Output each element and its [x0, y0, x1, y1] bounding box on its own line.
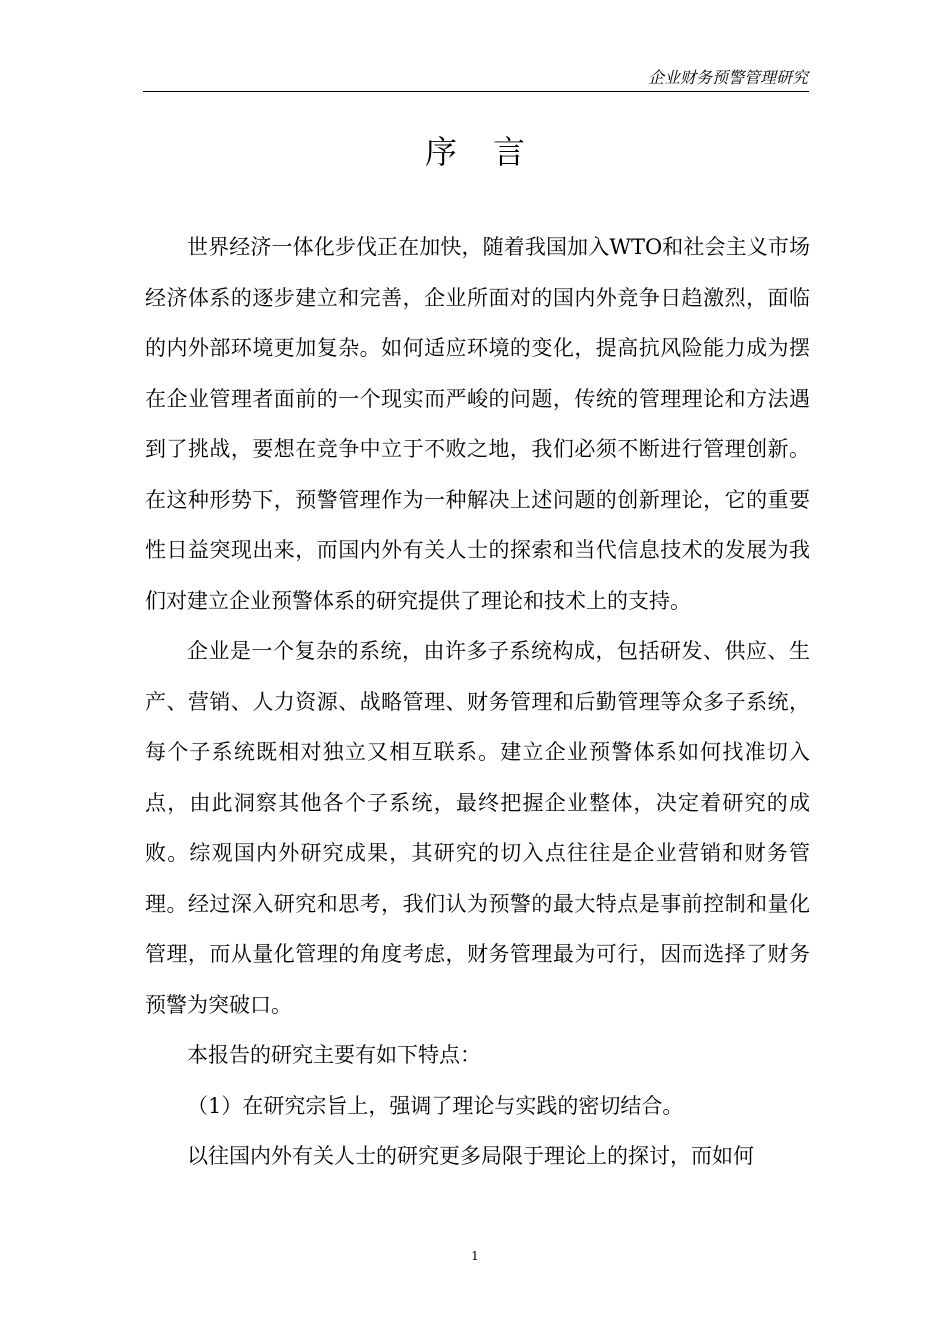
header-rule — [143, 91, 809, 92]
paragraph-5: 以往国内外有关人士的研究更多局限于理论上的探讨，而如何 — [187, 1144, 754, 1168]
paragraph-2: 企业是一个复杂的系统，由许多子系统构成，包括研发、供应、生产、营销、人力资源、战略管理、财务管理和后勤管理等众多子系统，每个子系统既相对独立又相互联系。建立企业预警体系如何找准切入点，由此洞察其他各个子系统，最终把握企业整体，决定着研究的成败。综观国内外研究成果，其研究的切入点往往是企业营销和财务管理。经过深入研究和思考，我们认为预警的最大特点是事前控制和量化管理，而从量化管理的角度考虑，财务管理最为可行，因而选择了财务预警为突破口。 — [145, 639, 810, 1017]
page-title: 序言 — [424, 133, 561, 171]
body-text — [145, 222, 810, 1182]
paragraph-1: 世界经济一体化步伐正在加快，随着我国加入WTO和社会主义市场经济体系的逐步建立和完善，企业所面对的国内外竞争日趋激烈，面临的内外部环境更加复杂。如何适应环境的变化，提高抗风险能力成为摆在企业管理者面前的一个现实而严峻的问题，传统的管理理论和方法遇到了挑战，要想在竞争中立于不败之地，我们必须不断进行管理创新。在这种形势下，预警管理作为一种解决上述问题的创新理论，它的重要性日益突现出来，而国内外有关人士的探索和当代信息技术的发展为我们对建立企业预警体系的研究提供了理论和技术上的支持。 — [145, 235, 810, 613]
paragraph-4: （1）在研究宗旨上，强调了理论与实践的密切结合。 — [187, 1093, 684, 1118]
paragraph-3: 本报告的研究主要有如下特点： — [187, 1043, 481, 1067]
page-number: 1 — [471, 1249, 479, 1263]
running-header: 企业财务预警管理研究 — [647, 68, 808, 87]
